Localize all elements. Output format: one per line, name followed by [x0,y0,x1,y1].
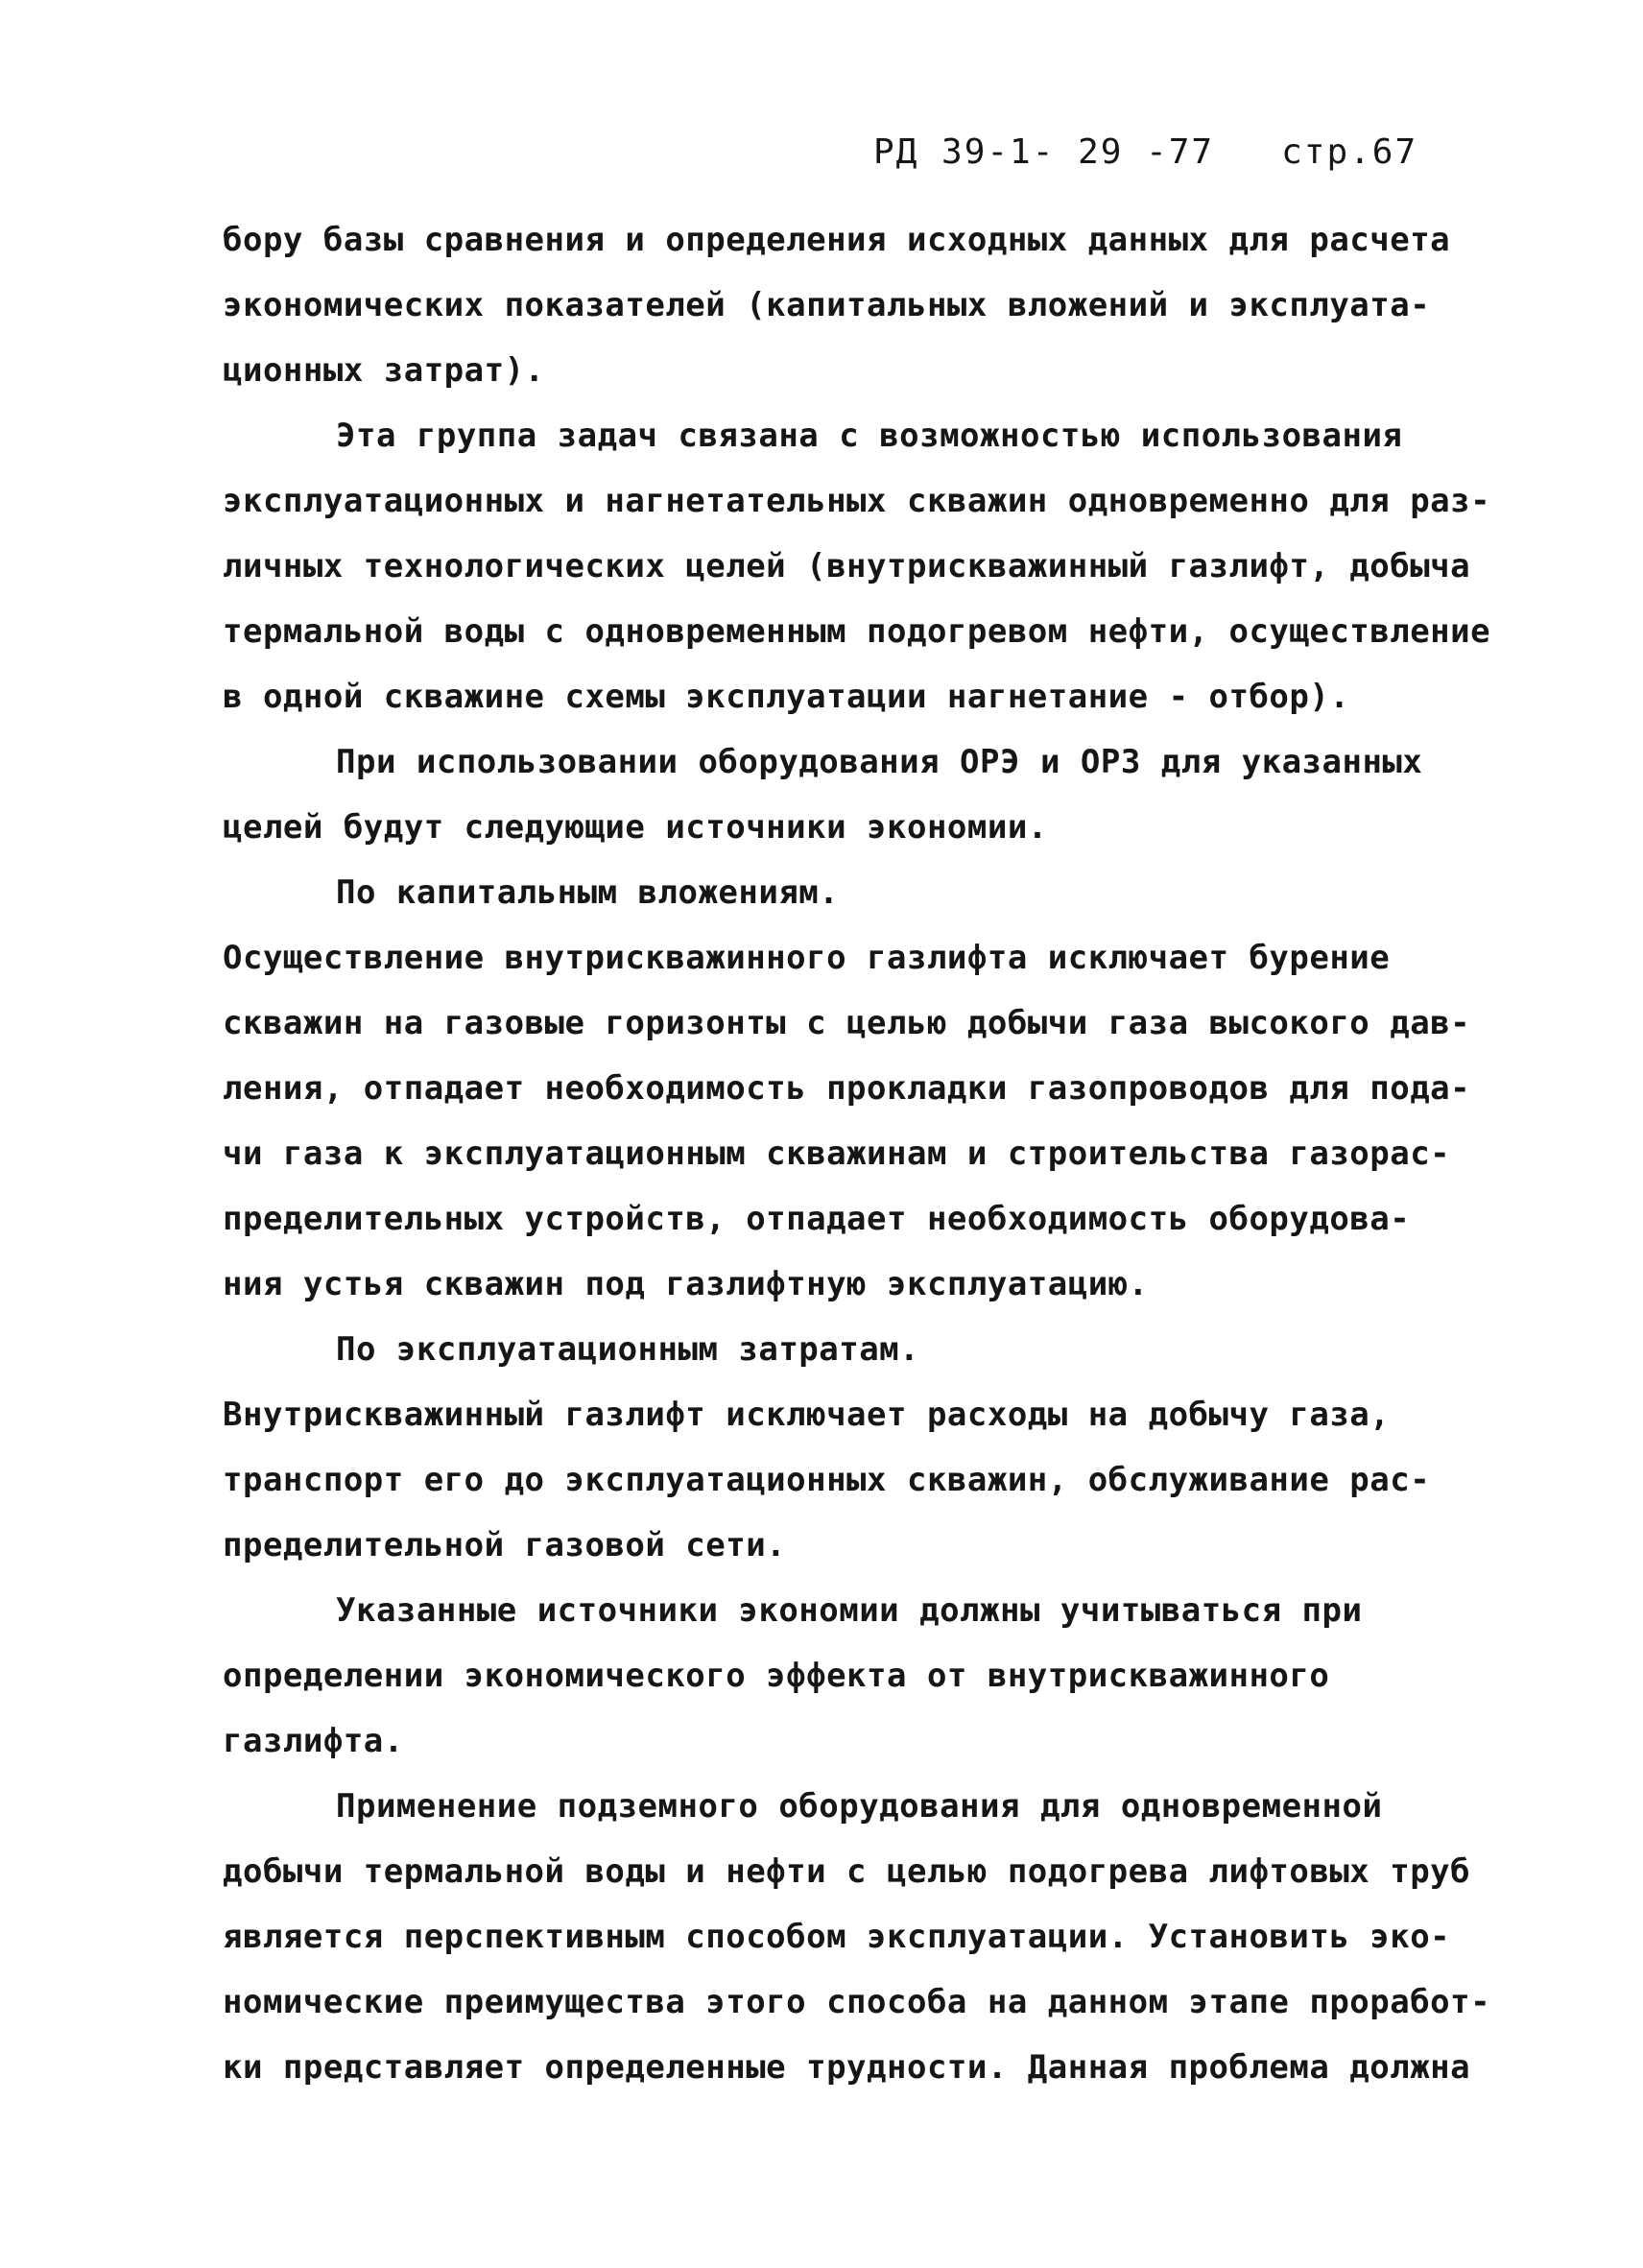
text-line: целей будут следующие источники экономии. [223,808,1048,847]
text-line: По эксплуатационным затратам. [336,1330,920,1369]
page-header [873,132,1417,172]
text-line: скважин на газовые горизонты с целью добычи газа высокого дав- [223,1004,1471,1042]
page-number: стр.67 [1281,132,1418,172]
text-line: Осуществление внутрискважинного газлифта исключает бурение [223,939,1391,977]
text-line: Эта группа задач связана с возможностью использования [336,417,1403,455]
text-line: термальной воды с одновременным подогревом нефти, осуществление [223,612,1491,651]
text-line: добычи термальной воды и нефти с целью подогрева лифтовых труб [223,1852,1471,1891]
text-line: пределительной газовой сети. [223,1526,787,1564]
text-line: ния устья скважин под газлифтную эксплуатацию. [223,1265,1149,1303]
text-line: ционных затрат). [223,351,545,390]
text-line: Указанные источники экономии должны учитываться при [336,1591,1363,1630]
text-line: определении экономического эффекта от внутрискважинного [223,1657,1330,1695]
text-line: По капитальным вложениям. [336,873,840,912]
text-line: эксплуатационных и нагнетательных скважин одновременно для раз- [223,482,1491,520]
text-line: бору базы сравнения и определения исходных данных для расчета [223,221,1451,259]
text-line: ления, отпадает необходимость прокладки газопроводов для пода- [223,1069,1471,1108]
text-line: транспорт его до эксплуатационных скважин, обслуживание рас- [223,1461,1431,1499]
text-line: чи газа к эксплуатационным скважинам и строительства газорас- [223,1134,1451,1173]
text-line: газлифта. [223,1722,404,1760]
text-line: является перспективным способом эксплуатации. Установить эко- [223,1918,1451,1956]
text-line: в одной скважине схемы эксплуатации нагнетание - отбор). [223,678,1350,716]
text-line: ки представляет определенные трудности. Данная проблема должна [223,2048,1471,2087]
text-line: номические преимущества этого способа на данном этапе проработ- [223,1983,1491,2021]
text-line: экономических показателей (капитальных вложений и эксплуата- [223,286,1431,324]
text-line: При использовании оборудования ОРЭ и ОРЗ для указанных [336,743,1423,781]
document-code: РД 39-1- 29 -77 [873,132,1215,172]
text-line: пределительных устройств, отпадает необходимость оборудова- [223,1200,1411,1238]
text-line: Применение подземного оборудования для одновременной [336,1787,1383,1826]
text-line: личных технологических целей (внутрискважинный газлифт, добыча [223,547,1471,585]
text-line: Внутрискважинный газлифт исключает расходы на добычу газа, [223,1396,1391,1434]
